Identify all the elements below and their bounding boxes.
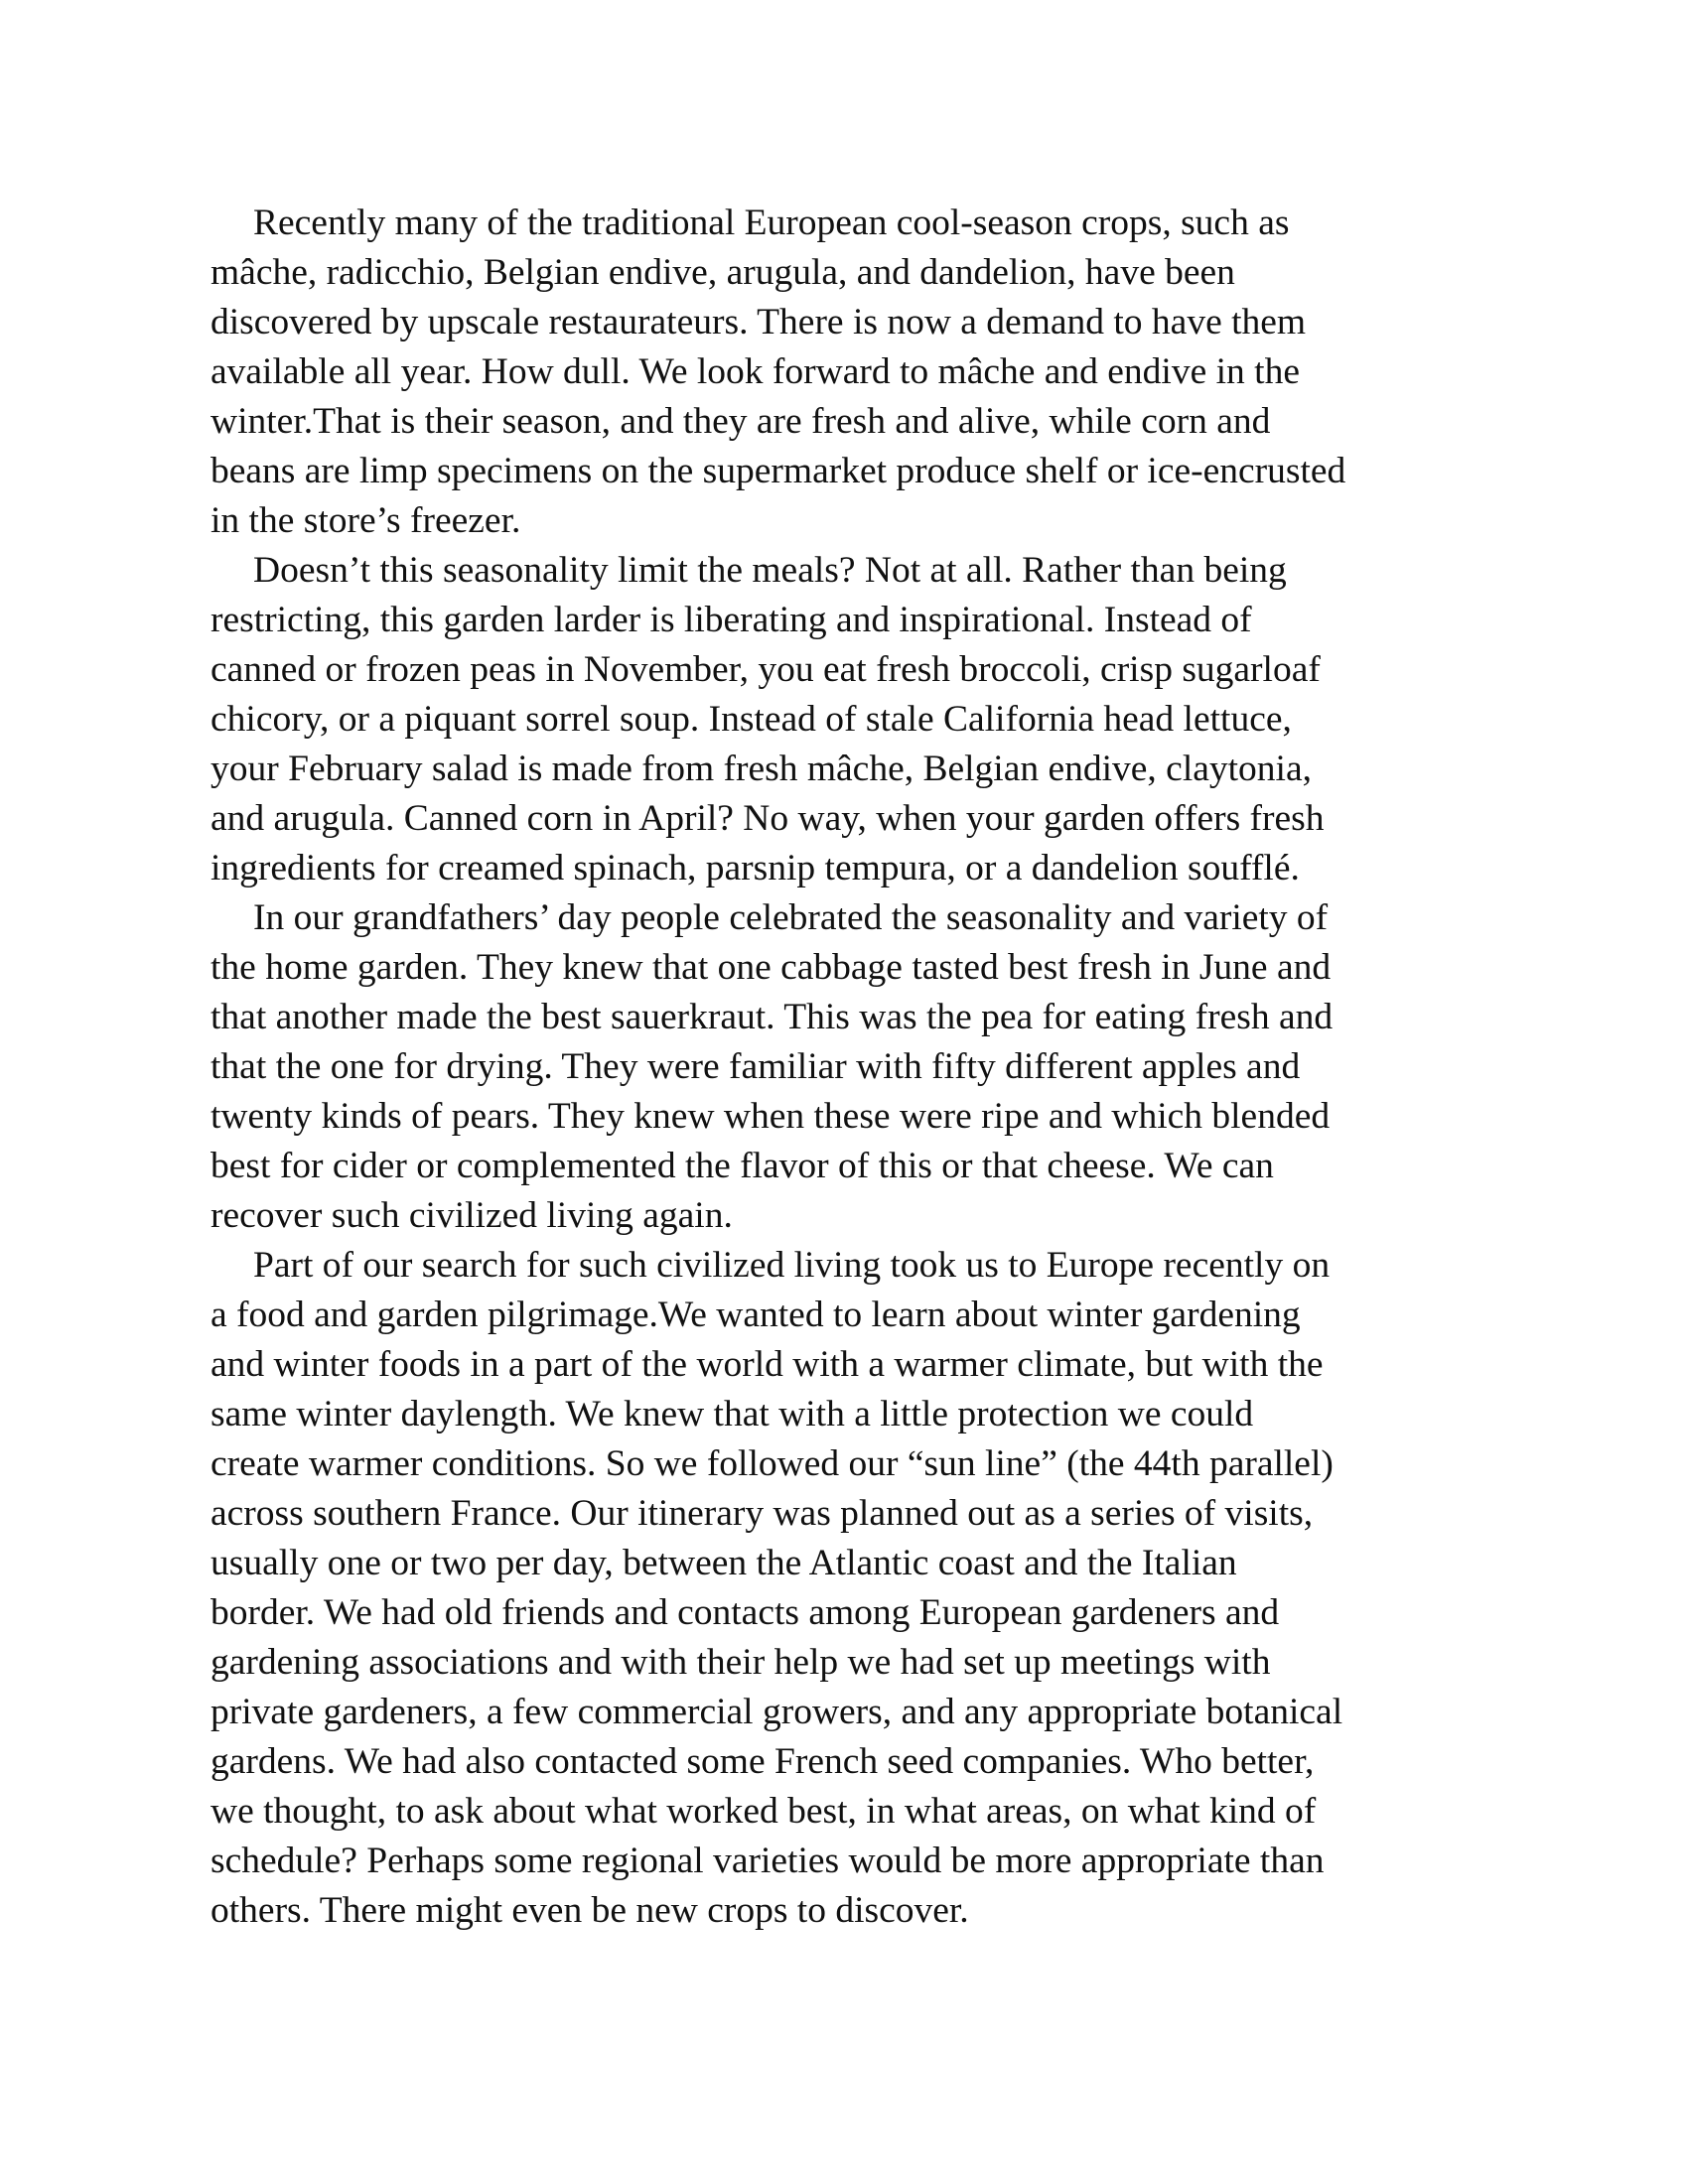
text-line: that the one for drying. They were familiar with fifty different apples and	[211, 1046, 1301, 1087]
text-line: and winter foods in a part of the world with a warmer climate, but with the	[211, 1344, 1324, 1385]
text-line: schedule? Perhaps some regional varieties would be more appropriate than	[211, 1841, 1325, 1881]
text-line: chicory, or a piquant sorrel soup. Instead of stale California head lettuce,	[211, 699, 1292, 740]
text-line: create warmer conditions. So we followed our “sun line” (the 44th parallel)	[211, 1443, 1334, 1484]
text-line: in the store’s freezer.	[211, 500, 521, 541]
text-line: usually one or two per day, between the Atlantic coast and the Italian	[211, 1543, 1237, 1583]
text-line: discovered by upscale restaurateurs. There is now a demand to have them	[211, 302, 1307, 342]
text-line: winter.That is their season, and they are fresh and alive, while corn and	[211, 401, 1271, 442]
text-line: In our grandfathers’ day people celebrated the seasonality and variety of	[253, 897, 1329, 938]
paragraph-4	[211, 1241, 1501, 1936]
text-line: gardening associations and with their help we had set up meetings with	[211, 1642, 1271, 1683]
page-body	[211, 199, 1501, 1936]
text-line: beans are limp specimens on the supermarket produce shelf or ice-encrusted	[211, 451, 1346, 491]
text-line: across southern France. Our itinerary was planned out as a series of visits,	[211, 1493, 1314, 1534]
text-line: canned or frozen peas in November, you eat fresh broccoli, crisp sugarloaf	[211, 649, 1321, 690]
paragraph-2	[211, 546, 1501, 893]
text-line: available all year. How dull. We look forward to mâche and endive in the	[211, 351, 1300, 392]
text-line: others. There might even be new crops to discover.	[211, 1890, 969, 1931]
text-line: gardens. We had also contacted some French seed companies. Who better,	[211, 1741, 1315, 1782]
text-line: and arugula. Canned corn in April? No way, when your garden offers fresh	[211, 798, 1325, 839]
text-line: restricting, this garden larder is liberating and inspirational. Instead of	[211, 600, 1252, 640]
text-line: we thought, to ask about what worked best, in what areas, on what kind of	[211, 1791, 1317, 1832]
text-line: a food and garden pilgrimage.We wanted to learn about winter gardening	[211, 1295, 1301, 1335]
text-line: same winter daylength. We knew that with a little protection we could	[211, 1394, 1254, 1434]
paragraph-3	[211, 893, 1501, 1241]
text-line: Doesn’t this seasonality limit the meals? Not at all. Rather than being	[253, 550, 1287, 591]
paragraph-1	[211, 199, 1501, 546]
text-line: twenty kinds of pears. They knew when these were ripe and which blended	[211, 1096, 1331, 1137]
text-line: that another made the best sauerkraut. This was the pea for eating fresh and	[211, 997, 1334, 1037]
text-line: border. We had old friends and contacts among European gardeners and	[211, 1592, 1280, 1633]
text-line: Recently many of the traditional European cool-season crops, such as	[253, 203, 1290, 243]
text-line: best for cider or complemented the flavor of this or that cheese. We can	[211, 1146, 1274, 1186]
text-line: ingredients for creamed spinach, parsnip tempura, or a dandelion soufflé.	[211, 848, 1300, 888]
text-line: the home garden. They knew that one cabbage tasted best fresh in June and	[211, 947, 1332, 988]
text-line: recover such civilized living again.	[211, 1195, 733, 1236]
text-line: mâche, radicchio, Belgian endive, arugula, and dandelion, have been	[211, 252, 1235, 293]
text-line: your February salad is made from fresh mâche, Belgian endive, claytonia,	[211, 749, 1312, 789]
text-line: Part of our search for such civilized living took us to Europe recently on	[253, 1245, 1331, 1286]
text-line: private gardeners, a few commercial growers, and any appropriate botanical	[211, 1692, 1343, 1732]
